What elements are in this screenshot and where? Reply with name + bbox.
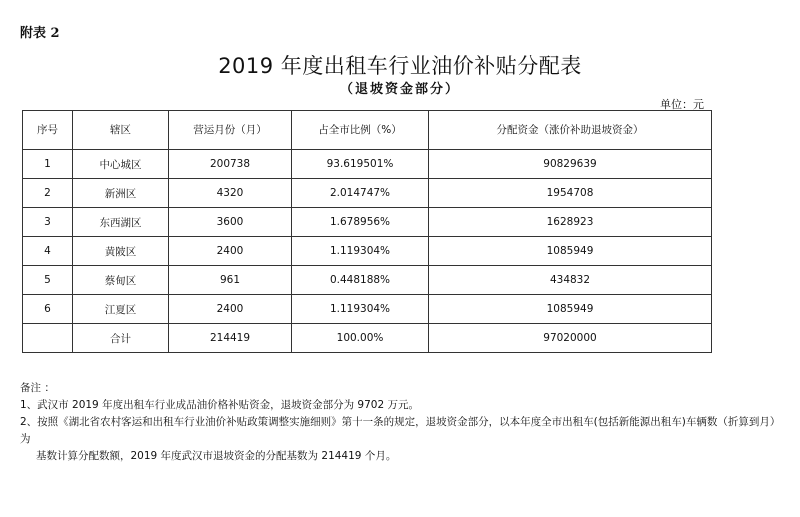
cell-months: 2400 (169, 237, 292, 266)
unit-label: 单位：元 (660, 98, 704, 111)
header-months: 营运月份（月） (169, 111, 292, 150)
cell-index (23, 324, 73, 353)
header-ratio: 占全市比例（%） (292, 111, 429, 150)
cell-months: 2400 (169, 295, 292, 324)
cell-months: 200738 (169, 150, 292, 179)
cell-ratio: 1.119304% (292, 237, 429, 266)
cell-total-months: 214419 (169, 324, 292, 353)
cell-funds: 1085949 (429, 295, 712, 324)
cell-ratio: 93.619501% (292, 150, 429, 179)
table-total-row (23, 324, 712, 353)
allocation-table (22, 110, 712, 353)
cell-ratio: 2.014747% (292, 179, 429, 208)
cell-district: 中心城区 (73, 150, 169, 179)
cell-district: 黄陂区 (73, 237, 169, 266)
cell-index: 1 (23, 150, 73, 179)
table-header-row (23, 111, 712, 150)
cell-funds: 1628923 (429, 208, 712, 237)
cell-ratio: 1.119304% (292, 295, 429, 324)
cell-funds: 1954708 (429, 179, 712, 208)
note-line-2-continued: 基数计算分配数额，2019 年度武汉市退坡资金的分配基数为 214419 个月。 (36, 450, 397, 462)
note-line-2: 2、按照《湖北省农村客运和出租车行业油价补贴政策调整实施细则》第十一条的规定，退坡资金部分，以本年度全市出租车(包括新能源出租车)车辆数（折算到月）为 (20, 416, 781, 445)
header-funds: 分配资金（涨价补助退坡资金） (429, 111, 712, 150)
table-row (23, 179, 712, 208)
notes-section (20, 380, 790, 465)
cell-total-funds: 97020000 (429, 324, 712, 353)
notes-heading: 备注 ： (20, 382, 55, 394)
cell-months: 3600 (169, 208, 292, 237)
table-row (23, 208, 712, 237)
cell-ratio: 1.678956% (292, 208, 429, 237)
table-row (23, 266, 712, 295)
page-title: 2019 年度出租车行业油价补贴分配表 (218, 54, 582, 78)
cell-months: 961 (169, 266, 292, 295)
table-row (23, 295, 712, 324)
attachment-label: 附表 2 (20, 26, 60, 41)
cell-funds: 90829639 (429, 150, 712, 179)
cell-district: 蔡甸区 (73, 266, 169, 295)
cell-index: 2 (23, 179, 73, 208)
cell-district: 新洲区 (73, 179, 169, 208)
page-subtitle: （退坡资金部分） (339, 82, 460, 97)
cell-index: 4 (23, 237, 73, 266)
cell-index: 3 (23, 208, 73, 237)
cell-district: 江夏区 (73, 295, 169, 324)
cell-ratio: 0.448188% (292, 266, 429, 295)
cell-total-ratio: 100.00% (292, 324, 429, 353)
table-row (23, 237, 712, 266)
header-district: 辖区 (73, 111, 169, 150)
cell-months: 4320 (169, 179, 292, 208)
cell-index: 5 (23, 266, 73, 295)
table-row (23, 150, 712, 179)
cell-index: 6 (23, 295, 73, 324)
cell-total-label: 合计 (73, 324, 169, 353)
note-line-1: 1、武汉市 2019 年度出租车行业成品油价格补贴资金，退坡资金部分为 9702 万元。 (20, 399, 419, 411)
cell-district: 东西湖区 (73, 208, 169, 237)
cell-funds: 1085949 (429, 237, 712, 266)
cell-funds: 434832 (429, 266, 712, 295)
header-index: 序号 (23, 111, 73, 150)
